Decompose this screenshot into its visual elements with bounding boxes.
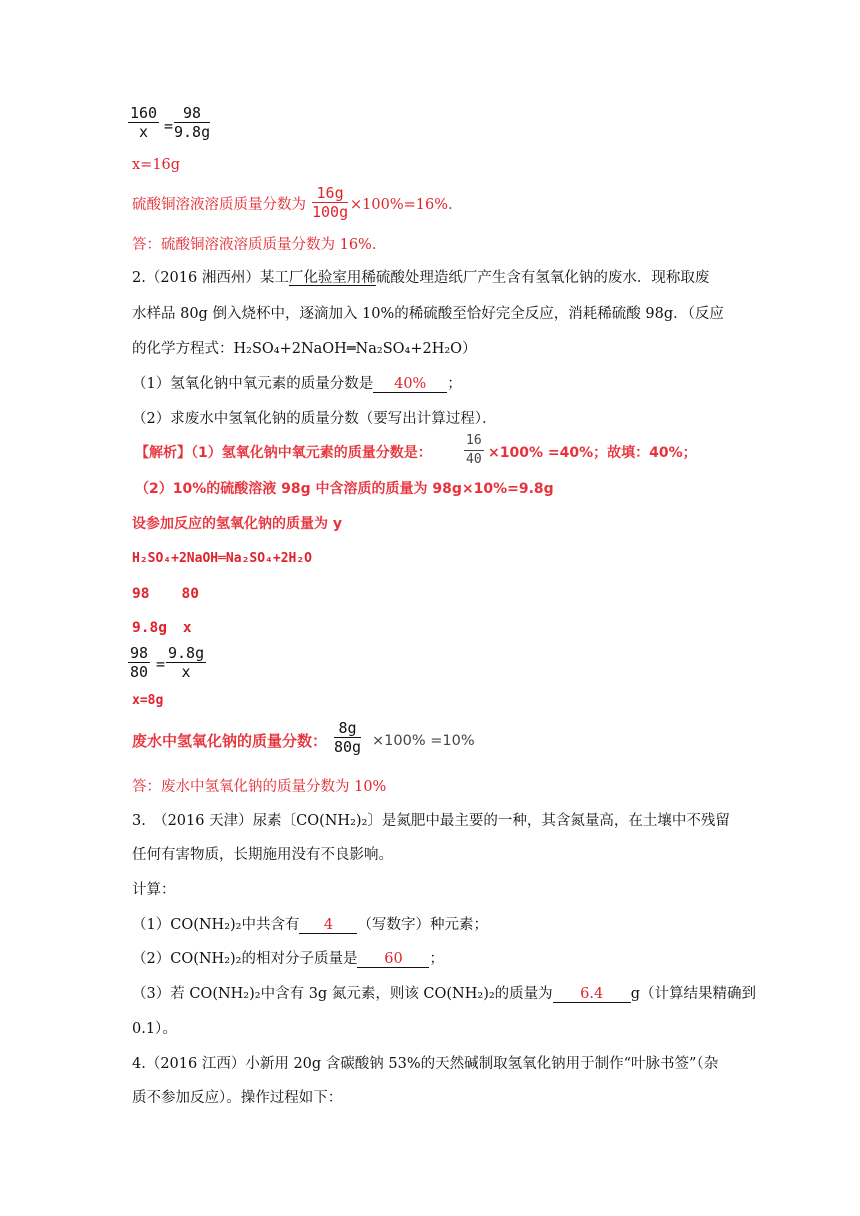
answer-blank (357, 951, 429, 968)
solution-line-3: 设参加反应的氢氧化钠的质量为 y (132, 516, 342, 532)
sub-question-text: （1）CO(NH₂)₂中共含有 (132, 917, 300, 933)
sub-question-text: g（计算结果精确到 (630, 986, 756, 1002)
solution-line-1-result (488, 444, 697, 462)
sub-question-text: （2）CO(NH₂)₂的相对分子质量是 (132, 951, 358, 967)
fraction-denominator: 100g (312, 203, 349, 221)
fraction-160-x (128, 104, 159, 141)
fraction-98-9.8g (174, 104, 210, 141)
ratio-row-2 (132, 619, 192, 637)
answer-blank (373, 376, 447, 393)
equals-sign: = (156, 655, 166, 673)
question-3-sub-1 (132, 916, 488, 934)
solution-label: 【解析】（1）氢氧化钠中氧元素的质量分数是： (135, 445, 432, 461)
punctuation: ； (447, 376, 462, 392)
fraction-numerator: 160 (130, 104, 158, 122)
question-4-line-2: 质不参加反应）。操作过程如下： (132, 1090, 343, 1106)
answer-value: 60 (384, 951, 403, 967)
question-2-prefix: 2.（2016 湘西州）某工 (132, 270, 289, 286)
question-2-sub-2: （2）求废水中氢氧化钠的质量分数（要写出计算过程）． (132, 411, 497, 427)
fraction-numerator: 16 (464, 432, 484, 451)
sub-question-text: （写数字）种元素； (357, 917, 488, 933)
answer-blank (553, 986, 631, 1003)
answer-value: 4 (323, 917, 334, 933)
question-3-sub-2 (132, 950, 444, 968)
copper-sulfate-calc (132, 196, 306, 214)
question-2-line-1 (132, 269, 709, 287)
underlined-text: 厂化验室用稀 (288, 270, 376, 286)
question-3-sub-3 (132, 985, 756, 1003)
question-2-sub-1 (132, 375, 462, 393)
fraction-numerator: 8g (334, 719, 361, 738)
fraction-9.8g-x (166, 644, 206, 681)
question-2-text: 硫酸处理造纸厂产生含有氢氧化钠的废水．现称取废 (375, 270, 710, 286)
question-2-line-3: 的化学方程式：H₂SO₄+2NaOH═Na₂SO₄+2H₂O） (132, 341, 477, 357)
wastewater-result (372, 732, 475, 750)
fraction-denominator: 9.8g (174, 123, 211, 141)
fraction-denominator: 80g (334, 738, 362, 756)
solution-result: ×100% =40%；故填：40%； (488, 445, 697, 461)
ratio-value: x (182, 620, 192, 636)
answer-value: 6.4 (580, 986, 604, 1002)
fraction-16-40 (464, 432, 484, 469)
question-3-sub-3-line-2: 0.1）。 (132, 1021, 177, 1037)
copper-sulfate-answer: 答：硫酸铜溶液溶质质量分数为 16%. (132, 237, 377, 253)
wastewater-answer: 答：废水中氢氧化钠的质量分数为 10% (132, 779, 387, 795)
fraction-16g-100g (312, 184, 348, 221)
question-2-line-2: 水样品 80g 倒入烧杯中，逐滴加入 10%的稀硫酸至恰好完全反应，消耗稀硫酸 98g．（反应 (132, 306, 724, 322)
fraction-denominator: x (139, 123, 149, 141)
chemical-equation: H₂SO₄+2NaOH═Na₂SO₄+2H₂O (132, 551, 313, 566)
fraction-numerator: 16g (312, 184, 348, 203)
sub-question-text: （3）若 CO(NH₂)₂中含有 3g 氮元素，则该 CO(NH₂)₂的质量为 (132, 986, 553, 1002)
question-3-line-1: 3. （2016 天津）尿素〔CO(NH₂)₂〕是氮肥中最主要的一种，其含氮量高，在土壤中不残留 (132, 813, 730, 829)
wastewater-label: 废水中氢氧化钠的质量分数： (132, 732, 328, 750)
result-x8: x=8g (132, 693, 164, 708)
fraction-8g-80g (334, 719, 361, 756)
equals-sign: = (164, 117, 174, 135)
fraction-denominator: x (181, 663, 191, 681)
question-3-calc-label: 计算： (132, 882, 176, 898)
fraction-98-80 (128, 644, 150, 681)
fraction-denominator: 80 (130, 663, 149, 681)
answer-value: 40% (394, 376, 427, 392)
fraction-numerator: 98 (174, 104, 210, 123)
result-x16: x=16g (132, 157, 181, 173)
answer-blank (299, 917, 357, 934)
punctuation: ； (429, 951, 444, 967)
question-3-line-2: 任何有害物质，长期施用没有不良影响。 (132, 847, 393, 863)
fraction-denominator: 40 (466, 452, 482, 467)
question-4-line-1: 4.（2016 江西）小新用 20g 含碳酸钠 53%的天然碱制取氢氧化钠用于制作“叶脉书签”（杂 (132, 1056, 719, 1072)
fraction-numerator: 98 (130, 644, 149, 662)
copper-sulfate-result: ×100%=16%. (350, 197, 453, 213)
solution-line-1 (135, 444, 432, 462)
solution-line-2: （2）10%的硫酸溶液 98g 中含溶质的质量为 98g×10%=9.8g (135, 481, 554, 497)
ratio-value: 80 (181, 586, 199, 602)
ratio-row-1 (132, 585, 199, 603)
fraction-numerator: 9.8g (168, 644, 205, 662)
ratio-value: 98 (132, 586, 150, 602)
wastewater-calc (132, 732, 327, 750)
sub-question-text: （1）氢氧化钠中氧元素的质量分数是 (132, 376, 374, 392)
wastewater-result-text: ×100% =10% (372, 733, 475, 749)
copper-sulfate-label: 硫酸铜溶液溶质质量分数为 (132, 197, 306, 213)
ratio-value: 9.8g (132, 620, 167, 636)
